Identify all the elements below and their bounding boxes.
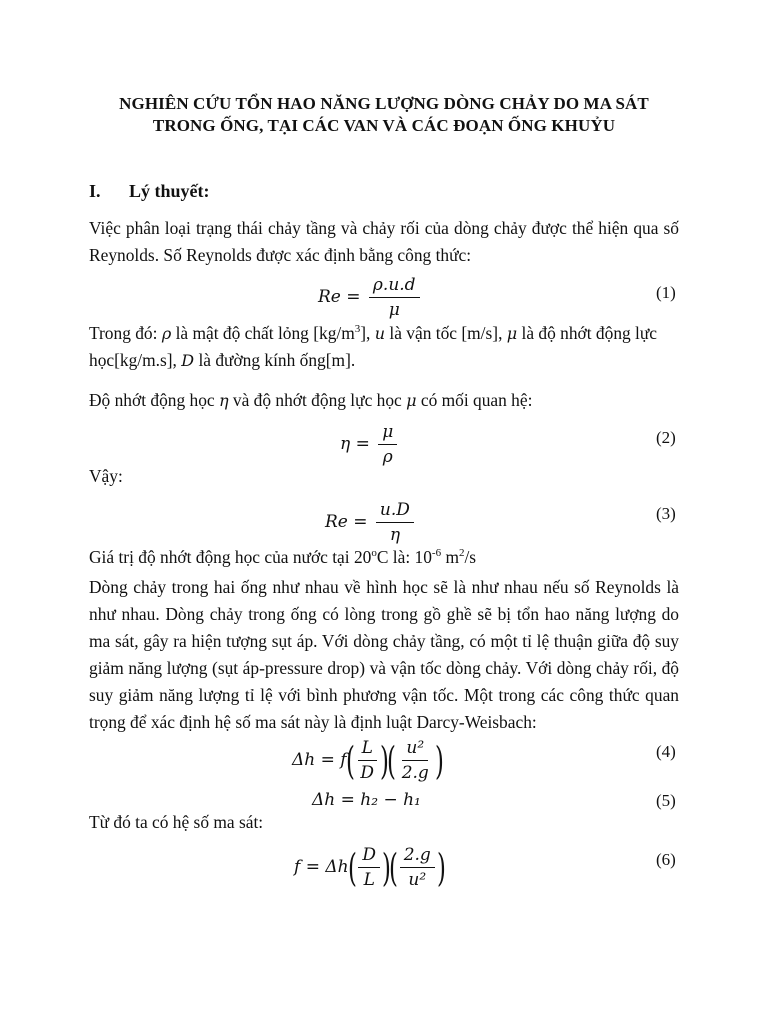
equation-3-label: (3) bbox=[656, 504, 676, 523]
document-title-line-2: TRONG ỐNG, TẠI CÁC VAN VÀ CÁC ĐOẠN ỐNG KHUỶU bbox=[152, 116, 616, 135]
equation-2-fraction bbox=[378, 422, 397, 467]
equation-1-lhs: Re = bbox=[318, 287, 361, 307]
equation-4-numerator-1: L bbox=[358, 738, 377, 761]
equation-2-denominator: ρ bbox=[382, 447, 393, 467]
equation-6-fraction-2 bbox=[400, 845, 435, 890]
equation-5-label: (5) bbox=[656, 791, 676, 810]
equation-6-label: (6) bbox=[656, 850, 676, 869]
paragraph-variable-definitions-line-2: học[kg/m.s], D là đường kính ống[m]. bbox=[89, 350, 356, 370]
equation-6-numerator-2: 2.g bbox=[400, 845, 435, 868]
paragraph-therefore: Vậy: bbox=[89, 466, 123, 486]
equation-4-label: (4) bbox=[656, 742, 676, 761]
equation-1-fraction bbox=[369, 275, 420, 320]
equation-4-fraction-1 bbox=[356, 738, 378, 783]
paragraph-water-viscosity: Giá trị độ nhớt động học của nước tại 20$^o$C là: $10^{-6}$ $m^2/s$ bbox=[89, 547, 477, 567]
equation-1-label: (1) bbox=[656, 283, 676, 302]
paragraph-friction-coefficient: Từ đó ta có hệ số ma sát: bbox=[89, 812, 264, 832]
equation-6-lhs: f = Δh bbox=[294, 857, 349, 877]
equation-4-numerator-2: u² bbox=[402, 738, 428, 761]
equation-1-numerator: ρ.u.d bbox=[369, 275, 420, 298]
equation-1 bbox=[318, 275, 423, 320]
paragraph-reynolds-intro: Việc phân loại trạng thái chảy tầng và chảy rối của dòng chảy được thể hiện qua số Reynolds. Số Reynolds được xác định bằng công thức: bbox=[89, 218, 679, 265]
equation-5: Δh = h₂ − h₁ bbox=[312, 790, 421, 810]
equation-2-label: (2) bbox=[656, 428, 676, 447]
equation-4: Δh = f( $\frac{L}{D}$ )( $\frac{\text{u²}}{2.g}$ ) bbox=[292, 738, 444, 783]
section-title: Lý thuyết: bbox=[129, 181, 210, 201]
paragraph-darcy-weisbach-intro: Dòng chảy trong hai ống như nhau về hình học sẽ là như nhau nếu số Reynolds là như nhau. Dòng chảy trong ống có lòng trong gồ ghề sẽ bị tổn hao năng lượng do ma sát, gây ra hiện tượng sụt áp. Với dòng chảy tầng, có một tỉ lệ thuận giữa độ suy giảm năng lượng (sụt áp-pressure drop) và vận tốc dòng chảy. Với dòng chảy rối, độ suy giảm năng lượng tỉ lệ với bình phương vận tốc. Một trong các công thức quan trọng để xác định hệ số ma sát này là định luật Darcy-Weisbach: bbox=[89, 577, 679, 732]
equation-6-numerator-1: D bbox=[358, 845, 380, 868]
equation-3-numerator: u.D bbox=[376, 500, 414, 523]
equation-4-fraction-2 bbox=[398, 738, 433, 783]
paragraph-viscosity-relation: Độ nhớt động học η và độ nhớt động lực học μ có mối quan hệ: bbox=[89, 390, 533, 410]
equation-3-lhs: Re = bbox=[325, 512, 368, 532]
equation-3-denominator: η bbox=[389, 525, 400, 545]
equation-6: f = Δh( $\frac{D}{L}$ )( $\frac{2.g}{\text{u²}}$ ) bbox=[294, 845, 446, 890]
equation-3 bbox=[325, 500, 417, 545]
equation-2 bbox=[340, 422, 400, 467]
equation-6-fraction-1 bbox=[358, 845, 380, 890]
equation-1-denominator: μ bbox=[388, 300, 400, 320]
equation-3-fraction bbox=[376, 500, 414, 545]
section-heading bbox=[89, 181, 210, 202]
equation-2-numerator: μ bbox=[378, 422, 397, 445]
equation-4-denominator-2: 2.g bbox=[401, 763, 429, 783]
document-title-line-1: NGHIÊN CỨU TỔN HAO NĂNG LƯỢNG DÒNG CHẢY DO MA SÁT bbox=[119, 94, 649, 113]
equation-6-denominator-1: L bbox=[363, 870, 375, 890]
section-number: I. bbox=[89, 181, 101, 201]
equation-6-denominator-2: u² bbox=[408, 870, 427, 890]
equation-4-lhs: Δh = f bbox=[292, 750, 347, 770]
equation-4-denominator-1: D bbox=[360, 763, 375, 783]
paragraph-variable-definitions-line-1: Trong đó: ρ là mật độ chất lỏng $[kg/m^3]$, u là vận tốc [m/s], μ là độ nhớt động lực bbox=[89, 323, 658, 343]
equation-2-lhs: η = bbox=[340, 434, 370, 454]
